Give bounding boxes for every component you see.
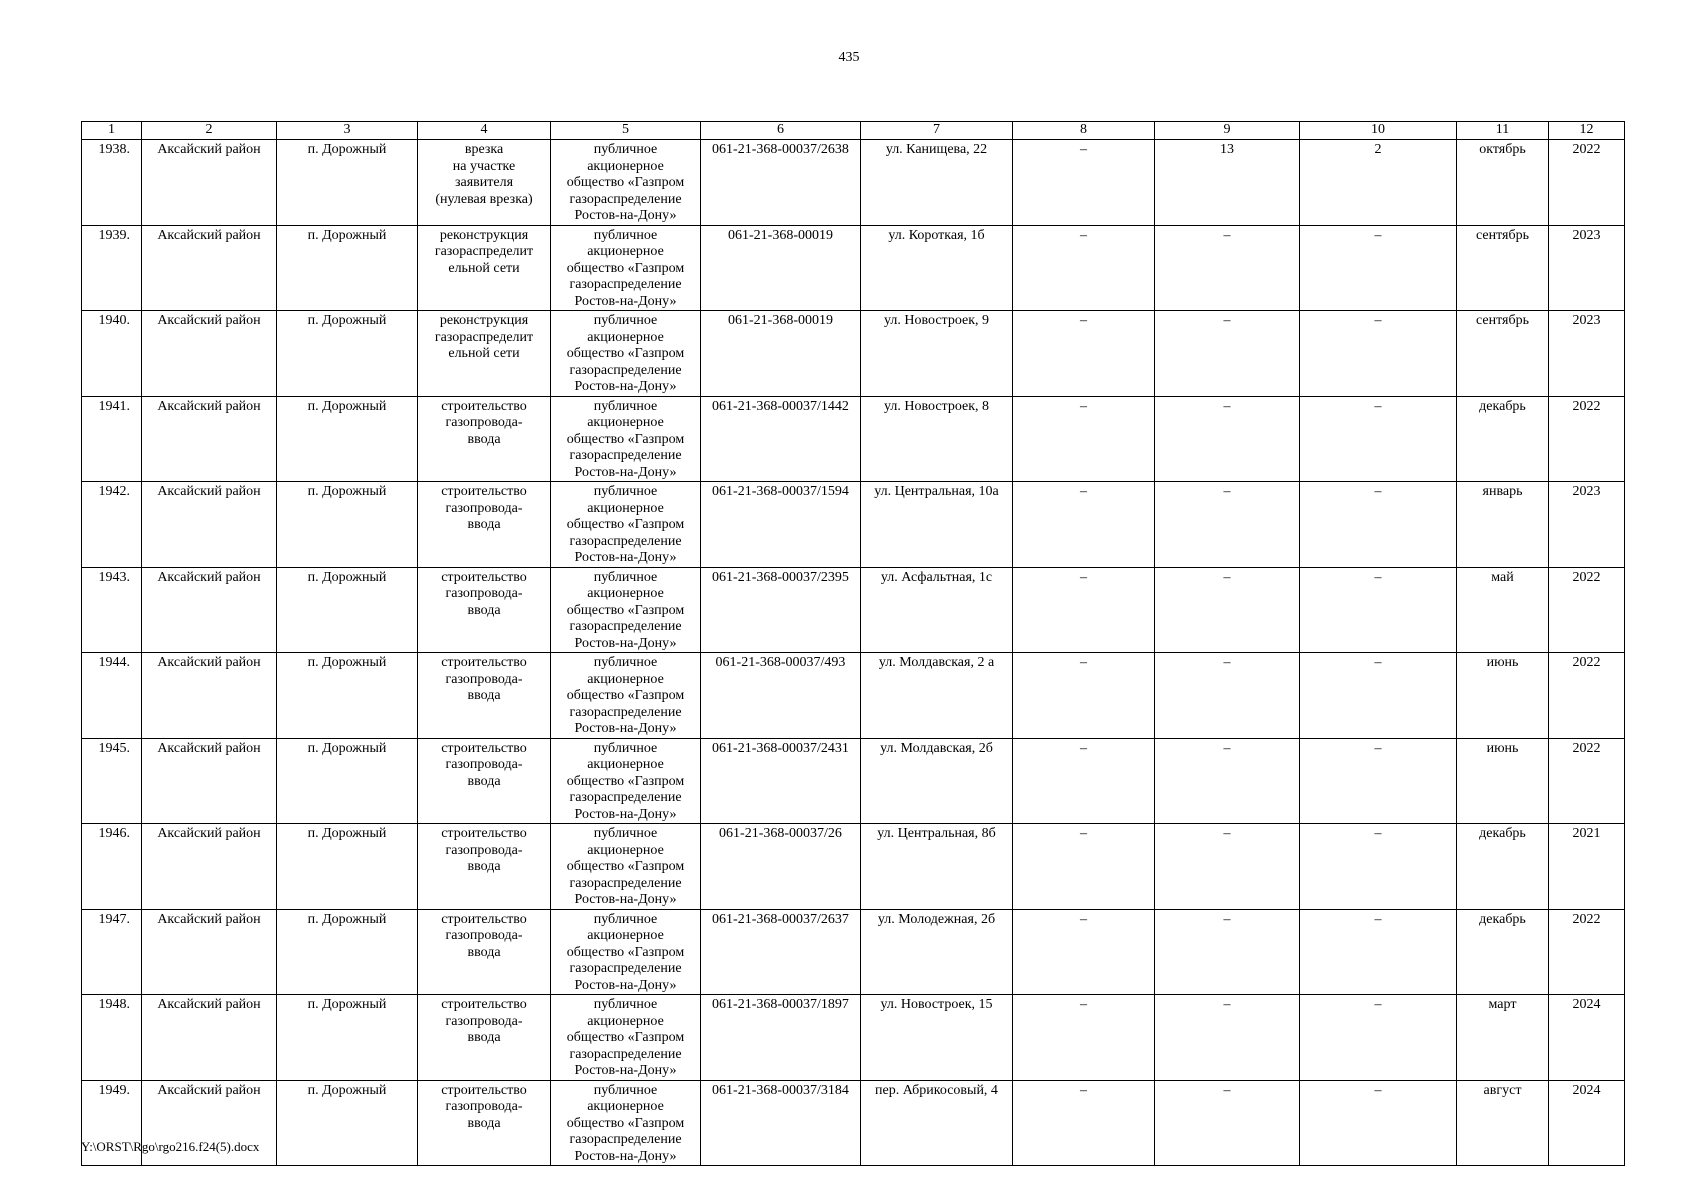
col-8-value-cell: – <box>1013 653 1155 739</box>
organization-cell: публичное акционерное общество «Газпром газораспределение Ростов-на-Дону» <box>551 738 701 824</box>
year-cell: 2023 <box>1549 482 1625 568</box>
col-8-value-cell: – <box>1013 482 1155 568</box>
permit-number-cell: 061-21-368-00019 <box>701 225 861 311</box>
year-cell: 2022 <box>1549 738 1625 824</box>
column-header: 5 <box>551 122 701 140</box>
address-cell: ул. Молдавская, 2 а <box>861 653 1013 739</box>
settlement-cell: п. Дорожный <box>277 824 418 910</box>
permit-number-cell: 061-21-368-00037/2431 <box>701 738 861 824</box>
organization-cell: публичное акционерное общество «Газпром газораспределение Ростов-на-Дону» <box>551 482 701 568</box>
address-cell: ул. Молдавская, 2б <box>861 738 1013 824</box>
district-cell: Аксайский район <box>142 824 277 910</box>
organization-cell: публичное акционерное общество «Газпром газораспределение Ростов-на-Дону» <box>551 225 701 311</box>
row-number-cell: 1949. <box>82 1080 142 1166</box>
row-number-cell: 1945. <box>82 738 142 824</box>
col-10-value-cell: – <box>1300 482 1457 568</box>
table-row <box>82 738 1625 824</box>
organization-cell: публичное акционерное общество «Газпром газораспределение Ростов-на-Дону» <box>551 396 701 482</box>
row-number-cell: 1943. <box>82 567 142 653</box>
organization-cell: публичное акционерное общество «Газпром газораспределение Ростов-на-Дону» <box>551 909 701 995</box>
organization-cell: публичное акционерное общество «Газпром газораспределение Ростов-на-Дону» <box>551 653 701 739</box>
settlement-cell: п. Дорожный <box>277 1080 418 1166</box>
data-table <box>81 121 1625 1166</box>
permit-number-cell: 061-21-368-00037/1897 <box>701 995 861 1081</box>
col-9-value-cell: – <box>1155 824 1300 910</box>
column-header: 10 <box>1300 122 1457 140</box>
col-8-value-cell: – <box>1013 1080 1155 1166</box>
organization-cell: публичное акционерное общество «Газпром газораспределение Ростов-на-Дону» <box>551 995 701 1081</box>
work-type-cell: строительство газопровода- ввода <box>418 824 551 910</box>
permit-number-cell: 061-21-368-00037/1594 <box>701 482 861 568</box>
row-number-cell: 1942. <box>82 482 142 568</box>
month-cell: сентябрь <box>1457 311 1549 397</box>
year-cell: 2022 <box>1549 396 1625 482</box>
column-header: 11 <box>1457 122 1549 140</box>
address-cell: ул. Молодежная, 2б <box>861 909 1013 995</box>
column-header: 7 <box>861 122 1013 140</box>
row-number-cell: 1940. <box>82 311 142 397</box>
district-cell: Аксайский район <box>142 738 277 824</box>
month-cell: декабрь <box>1457 824 1549 910</box>
col-9-value-cell: – <box>1155 311 1300 397</box>
col-10-value-cell: – <box>1300 311 1457 397</box>
permit-number-cell: 061-21-368-00037/1442 <box>701 396 861 482</box>
column-header: 6 <box>701 122 861 140</box>
col-10-value-cell: – <box>1300 909 1457 995</box>
address-cell: ул. Центральная, 10а <box>861 482 1013 568</box>
column-header: 12 <box>1549 122 1625 140</box>
work-type-cell: строительство газопровода- ввода <box>418 653 551 739</box>
address-cell: ул. Короткая, 1б <box>861 225 1013 311</box>
district-cell: Аксайский район <box>142 396 277 482</box>
table-row <box>82 311 1625 397</box>
table-row <box>82 824 1625 910</box>
column-header: 2 <box>142 122 277 140</box>
address-cell: ул. Новостроек, 15 <box>861 995 1013 1081</box>
col-10-value-cell: – <box>1300 396 1457 482</box>
table-row <box>82 140 1625 226</box>
work-type-cell: врезка на участке заявителя (нулевая врезка) <box>418 140 551 226</box>
row-number-cell: 1948. <box>82 995 142 1081</box>
col-10-value-cell: – <box>1300 995 1457 1081</box>
settlement-cell: п. Дорожный <box>277 653 418 739</box>
table-row <box>82 653 1625 739</box>
row-number-cell: 1938. <box>82 140 142 226</box>
table-row <box>82 909 1625 995</box>
table-header <box>82 122 1625 140</box>
col-9-value-cell: 13 <box>1155 140 1300 226</box>
address-cell: ул. Новостроек, 9 <box>861 311 1013 397</box>
table-row <box>82 396 1625 482</box>
month-cell: август <box>1457 1080 1549 1166</box>
district-cell: Аксайский район <box>142 311 277 397</box>
address-cell: ул. Центральная, 8б <box>861 824 1013 910</box>
year-cell: 2022 <box>1549 567 1625 653</box>
work-type-cell: строительство газопровода- ввода <box>418 738 551 824</box>
row-number-cell: 1944. <box>82 653 142 739</box>
col-8-value-cell: – <box>1013 995 1155 1081</box>
column-header: 3 <box>277 122 418 140</box>
month-cell: июнь <box>1457 738 1549 824</box>
col-9-value-cell: – <box>1155 396 1300 482</box>
col-8-value-cell: – <box>1013 140 1155 226</box>
district-cell: Аксайский район <box>142 909 277 995</box>
permit-number-cell: 061-21-368-00037/2637 <box>701 909 861 995</box>
work-type-cell: реконструкция газораспределит ельной сети <box>418 225 551 311</box>
permit-number-cell: 061-21-368-00037/2395 <box>701 567 861 653</box>
column-header: 1 <box>82 122 142 140</box>
col-9-value-cell: – <box>1155 567 1300 653</box>
address-cell: ул. Асфальтная, 1с <box>861 567 1013 653</box>
col-8-value-cell: – <box>1013 824 1155 910</box>
district-cell: Аксайский район <box>142 140 277 226</box>
col-10-value-cell: – <box>1300 567 1457 653</box>
year-cell: 2023 <box>1549 225 1625 311</box>
col-8-value-cell: – <box>1013 311 1155 397</box>
settlement-cell: п. Дорожный <box>277 225 418 311</box>
year-cell: 2023 <box>1549 311 1625 397</box>
year-cell: 2022 <box>1549 909 1625 995</box>
footer-file-path: Y:\ORST\Rgo\rgo216.f24(5).docx <box>81 1139 260 1154</box>
col-9-value-cell: – <box>1155 225 1300 311</box>
permit-number-cell: 061-21-368-00019 <box>701 311 861 397</box>
col-8-value-cell: – <box>1013 567 1155 653</box>
page-number: 435 <box>838 50 860 65</box>
col-9-value-cell: – <box>1155 482 1300 568</box>
organization-cell: публичное акционерное общество «Газпром газораспределение Ростов-на-Дону» <box>551 1080 701 1166</box>
table-row <box>82 482 1625 568</box>
organization-cell: публичное акционерное общество «Газпром газораспределение Ростов-на-Дону» <box>551 140 701 226</box>
year-cell: 2024 <box>1549 1080 1625 1166</box>
col-10-value-cell: – <box>1300 1080 1457 1166</box>
settlement-cell: п. Дорожный <box>277 311 418 397</box>
work-type-cell: строительство газопровода- ввода <box>418 567 551 653</box>
district-cell: Аксайский район <box>142 482 277 568</box>
col-9-value-cell: – <box>1155 653 1300 739</box>
col-9-value-cell: – <box>1155 995 1300 1081</box>
organization-cell: публичное акционерное общество «Газпром газораспределение Ростов-на-Дону» <box>551 311 701 397</box>
col-9-value-cell: – <box>1155 1080 1300 1166</box>
month-cell: сентябрь <box>1457 225 1549 311</box>
permit-number-cell: 061-21-368-00037/26 <box>701 824 861 910</box>
settlement-cell: п. Дорожный <box>277 396 418 482</box>
year-cell: 2022 <box>1549 140 1625 226</box>
settlement-cell: п. Дорожный <box>277 995 418 1081</box>
settlement-cell: п. Дорожный <box>277 567 418 653</box>
row-number-cell: 1947. <box>82 909 142 995</box>
month-cell: октябрь <box>1457 140 1549 226</box>
district-cell: Аксайский район <box>142 225 277 311</box>
organization-cell: публичное акционерное общество «Газпром газораспределение Ростов-на-Дону» <box>551 824 701 910</box>
district-cell: Аксайский район <box>142 1080 277 1166</box>
col-8-value-cell: – <box>1013 909 1155 995</box>
year-cell: 2021 <box>1549 824 1625 910</box>
district-cell: Аксайский район <box>142 653 277 739</box>
month-cell: январь <box>1457 482 1549 568</box>
col-10-value-cell: – <box>1300 225 1457 311</box>
col-10-value-cell: – <box>1300 738 1457 824</box>
work-type-cell: строительство газопровода- ввода <box>418 995 551 1081</box>
col-8-value-cell: – <box>1013 396 1155 482</box>
month-cell: июнь <box>1457 653 1549 739</box>
district-cell: Аксайский район <box>142 567 277 653</box>
column-header: 4 <box>418 122 551 140</box>
permit-number-cell: 061-21-368-00037/2638 <box>701 140 861 226</box>
work-type-cell: строительство газопровода- ввода <box>418 1080 551 1166</box>
column-header: 9 <box>1155 122 1300 140</box>
district-cell: Аксайский район <box>142 995 277 1081</box>
column-number-row <box>82 122 1625 140</box>
year-cell: 2024 <box>1549 995 1625 1081</box>
address-cell: пер. Абрикосовый, 4 <box>861 1080 1013 1166</box>
table-body <box>82 140 1625 1166</box>
settlement-cell: п. Дорожный <box>277 909 418 995</box>
col-10-value-cell: – <box>1300 824 1457 910</box>
year-cell: 2022 <box>1549 653 1625 739</box>
col-10-value-cell: – <box>1300 653 1457 739</box>
work-type-cell: реконструкция газораспределит ельной сети <box>418 311 551 397</box>
permit-number-cell: 061-21-368-00037/493 <box>701 653 861 739</box>
work-type-cell: строительство газопровода- ввода <box>418 396 551 482</box>
col-9-value-cell: – <box>1155 909 1300 995</box>
month-cell: март <box>1457 995 1549 1081</box>
row-number-cell: 1939. <box>82 225 142 311</box>
work-type-cell: строительство газопровода- ввода <box>418 909 551 995</box>
row-number-cell: 1946. <box>82 824 142 910</box>
work-type-cell: строительство газопровода- ввода <box>418 482 551 568</box>
settlement-cell: п. Дорожный <box>277 482 418 568</box>
address-cell: ул. Канищева, 22 <box>861 140 1013 226</box>
address-cell: ул. Новостроек, 8 <box>861 396 1013 482</box>
table-row <box>82 1080 1625 1166</box>
table-row <box>82 225 1625 311</box>
settlement-cell: п. Дорожный <box>277 140 418 226</box>
row-number-cell: 1941. <box>82 396 142 482</box>
col-8-value-cell: – <box>1013 738 1155 824</box>
organization-cell: публичное акционерное общество «Газпром газораспределение Ростов-на-Дону» <box>551 567 701 653</box>
column-header: 8 <box>1013 122 1155 140</box>
settlement-cell: п. Дорожный <box>277 738 418 824</box>
month-cell: май <box>1457 567 1549 653</box>
col-10-value-cell: 2 <box>1300 140 1457 226</box>
col-8-value-cell: – <box>1013 225 1155 311</box>
permit-number-cell: 061-21-368-00037/3184 <box>701 1080 861 1166</box>
month-cell: декабрь <box>1457 909 1549 995</box>
month-cell: декабрь <box>1457 396 1549 482</box>
table-row <box>82 995 1625 1081</box>
col-9-value-cell: – <box>1155 738 1300 824</box>
table-row <box>82 567 1625 653</box>
